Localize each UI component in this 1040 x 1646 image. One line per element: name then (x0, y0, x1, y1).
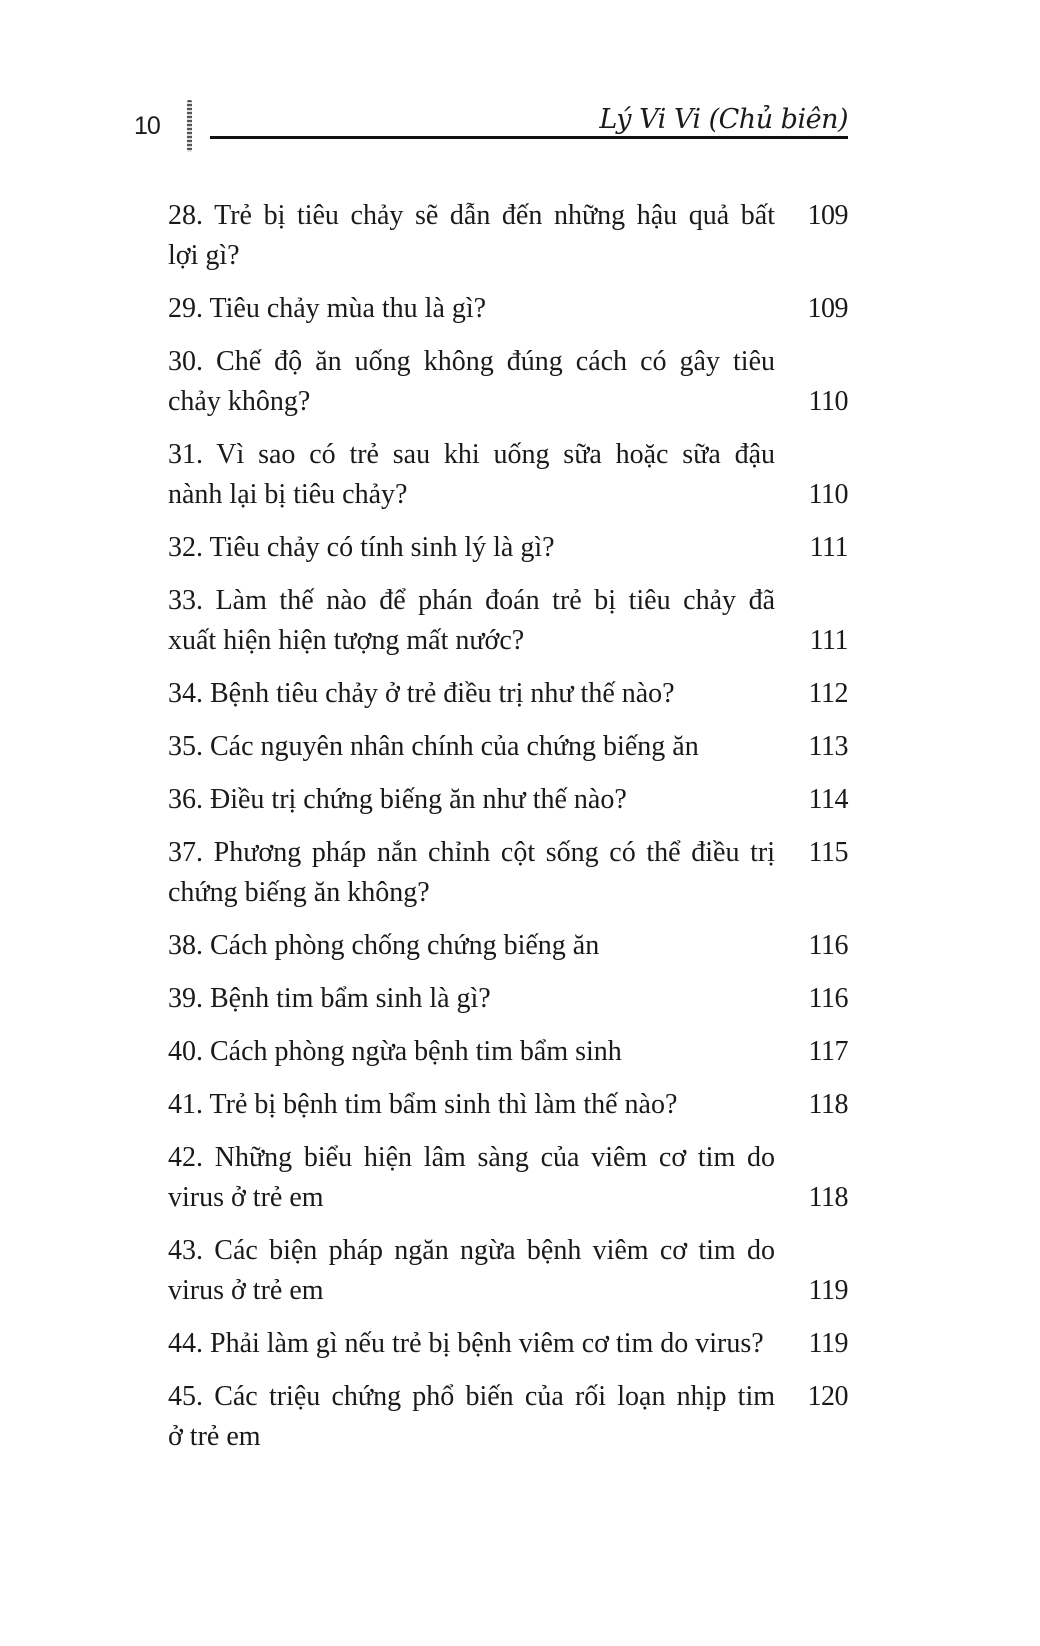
toc-entry-page: 116 (808, 983, 848, 1014)
toc-entry-page: 110 (808, 479, 848, 510)
toc-entry (168, 1085, 848, 1125)
toc-entry-page: 115 (808, 837, 848, 868)
toc-entry-title (168, 833, 775, 913)
toc-entry-page: 110 (808, 386, 848, 417)
toc-entry-title (168, 979, 775, 1019)
toc-entry-page: 116 (808, 930, 848, 961)
toc-entry-title (168, 1138, 775, 1218)
toc-entry-page: 117 (808, 1036, 848, 1067)
toc-entry-title (168, 674, 775, 714)
toc-entry (168, 1231, 848, 1311)
toc-entry-line: 32. Tiêu chảy có tính sinh lý là gì? (168, 532, 555, 563)
toc-entry-page: 119 (808, 1328, 848, 1359)
header-rule (210, 136, 848, 139)
toc-entry (168, 833, 848, 913)
toc-entry-title (168, 727, 775, 767)
toc-entry-line: 30. Chế độ ăn uống không đúng cách có gây tiêu (168, 346, 775, 377)
running-title: Lý Vi Vi (Chủ biên) (599, 104, 848, 135)
toc-entry (168, 196, 848, 276)
toc-entry-page: 109 (807, 200, 848, 231)
toc-entry-title (168, 289, 775, 329)
toc-entry (168, 342, 848, 422)
toc-entry-line: 38. Cách phòng chống chứng biếng ăn (168, 930, 600, 961)
toc-entry-line: ở trẻ em (168, 1421, 261, 1452)
toc-entry-title (168, 581, 775, 661)
toc-entry-line: 44. Phải làm gì nếu trẻ bị bệnh viêm cơ tim do virus? (168, 1328, 764, 1359)
toc-entry-line: virus ở trẻ em (168, 1182, 324, 1213)
toc-entry (168, 289, 848, 329)
toc-entry-title (168, 1377, 775, 1457)
page-number: 10 (134, 112, 160, 140)
toc-entry-page: 111 (809, 532, 848, 563)
toc-entry-title (168, 1231, 775, 1311)
toc-entry-line: 40. Cách phòng ngừa bệnh tim bẩm sinh (168, 1036, 622, 1067)
toc-entry-title (168, 780, 775, 820)
toc-entry-line: lợi gì? (168, 240, 240, 271)
toc-entry (168, 1032, 848, 1072)
toc-entry-line: 41. Trẻ bị bệnh tim bẩm sinh thì làm thế nào? (168, 1089, 678, 1120)
toc-entry-line: xuất hiện hiện tượng mất nước? (168, 625, 525, 656)
toc-entry-page: 114 (808, 784, 848, 815)
toc-entry-title (168, 1324, 775, 1364)
toc-entry-title (168, 196, 775, 276)
toc-entry-line: 39. Bệnh tim bẩm sinh là gì? (168, 983, 491, 1014)
toc-entry (168, 435, 848, 515)
toc-entry-page: 119 (808, 1275, 848, 1306)
toc-entry-line: 36. Điều trị chứng biếng ăn như thế nào? (168, 784, 627, 815)
toc-entry (168, 727, 848, 767)
toc-entry-line: 43. Các biện pháp ngăn ngừa bệnh viêm cơ tim do (168, 1235, 775, 1266)
toc-entry-line: virus ở trẻ em (168, 1275, 324, 1306)
toc-entry-line: 42. Những biểu hiện lâm sàng của viêm cơ tim do (168, 1142, 775, 1173)
table-of-contents (168, 196, 848, 1470)
toc-entry-line: chảy không? (168, 386, 311, 417)
toc-entry-line: 45. Các triệu chứng phổ biến của rối loạn nhịp tim (168, 1381, 775, 1412)
toc-entry-page: 118 (808, 1182, 848, 1213)
toc-entry (168, 926, 848, 966)
toc-entry-title (168, 926, 775, 966)
toc-entry-line: 31. Vì sao có trẻ sau khi uống sữa hoặc sữa đậu (168, 439, 775, 470)
toc-entry-line: 37. Phương pháp nắn chỉnh cột sống có thể điều trị (168, 837, 775, 868)
toc-entry-line: 29. Tiêu chảy mùa thu là gì? (168, 293, 487, 324)
toc-entry-line: 28. Trẻ bị tiêu chảy sẽ dẫn đến những hậu quả bất (168, 200, 775, 231)
toc-entry (168, 674, 848, 714)
toc-entry-title (168, 342, 775, 422)
toc-entry-title (168, 1032, 775, 1072)
toc-entry-page: 111 (809, 625, 848, 656)
toc-entry (168, 979, 848, 1019)
toc-entry (168, 528, 848, 568)
toc-entry-line: chứng biếng ăn không? (168, 877, 430, 908)
toc-entry (168, 1377, 848, 1457)
toc-entry (168, 581, 848, 661)
header-chain-divider (187, 100, 192, 152)
toc-entry-line: 33. Làm thế nào để phán đoán trẻ bị tiêu chảy đã (168, 585, 775, 616)
toc-entry-line: nành lại bị tiêu chảy? (168, 479, 408, 510)
toc-entry-line: 34. Bệnh tiêu chảy ở trẻ điều trị như thế nào? (168, 678, 675, 709)
toc-entry-page: 113 (808, 731, 848, 762)
toc-entry-title (168, 435, 775, 515)
toc-entry-title (168, 1085, 775, 1125)
toc-entry-line: 35. Các nguyên nhân chính của chứng biếng ăn (168, 731, 699, 762)
toc-entry (168, 780, 848, 820)
toc-entry-page: 112 (808, 678, 848, 709)
toc-entry-page: 120 (807, 1381, 848, 1412)
toc-entry (168, 1324, 848, 1364)
toc-entry-page: 109 (807, 293, 848, 324)
toc-entry (168, 1138, 848, 1218)
toc-entry-page: 118 (808, 1089, 848, 1120)
toc-entry-title (168, 528, 775, 568)
